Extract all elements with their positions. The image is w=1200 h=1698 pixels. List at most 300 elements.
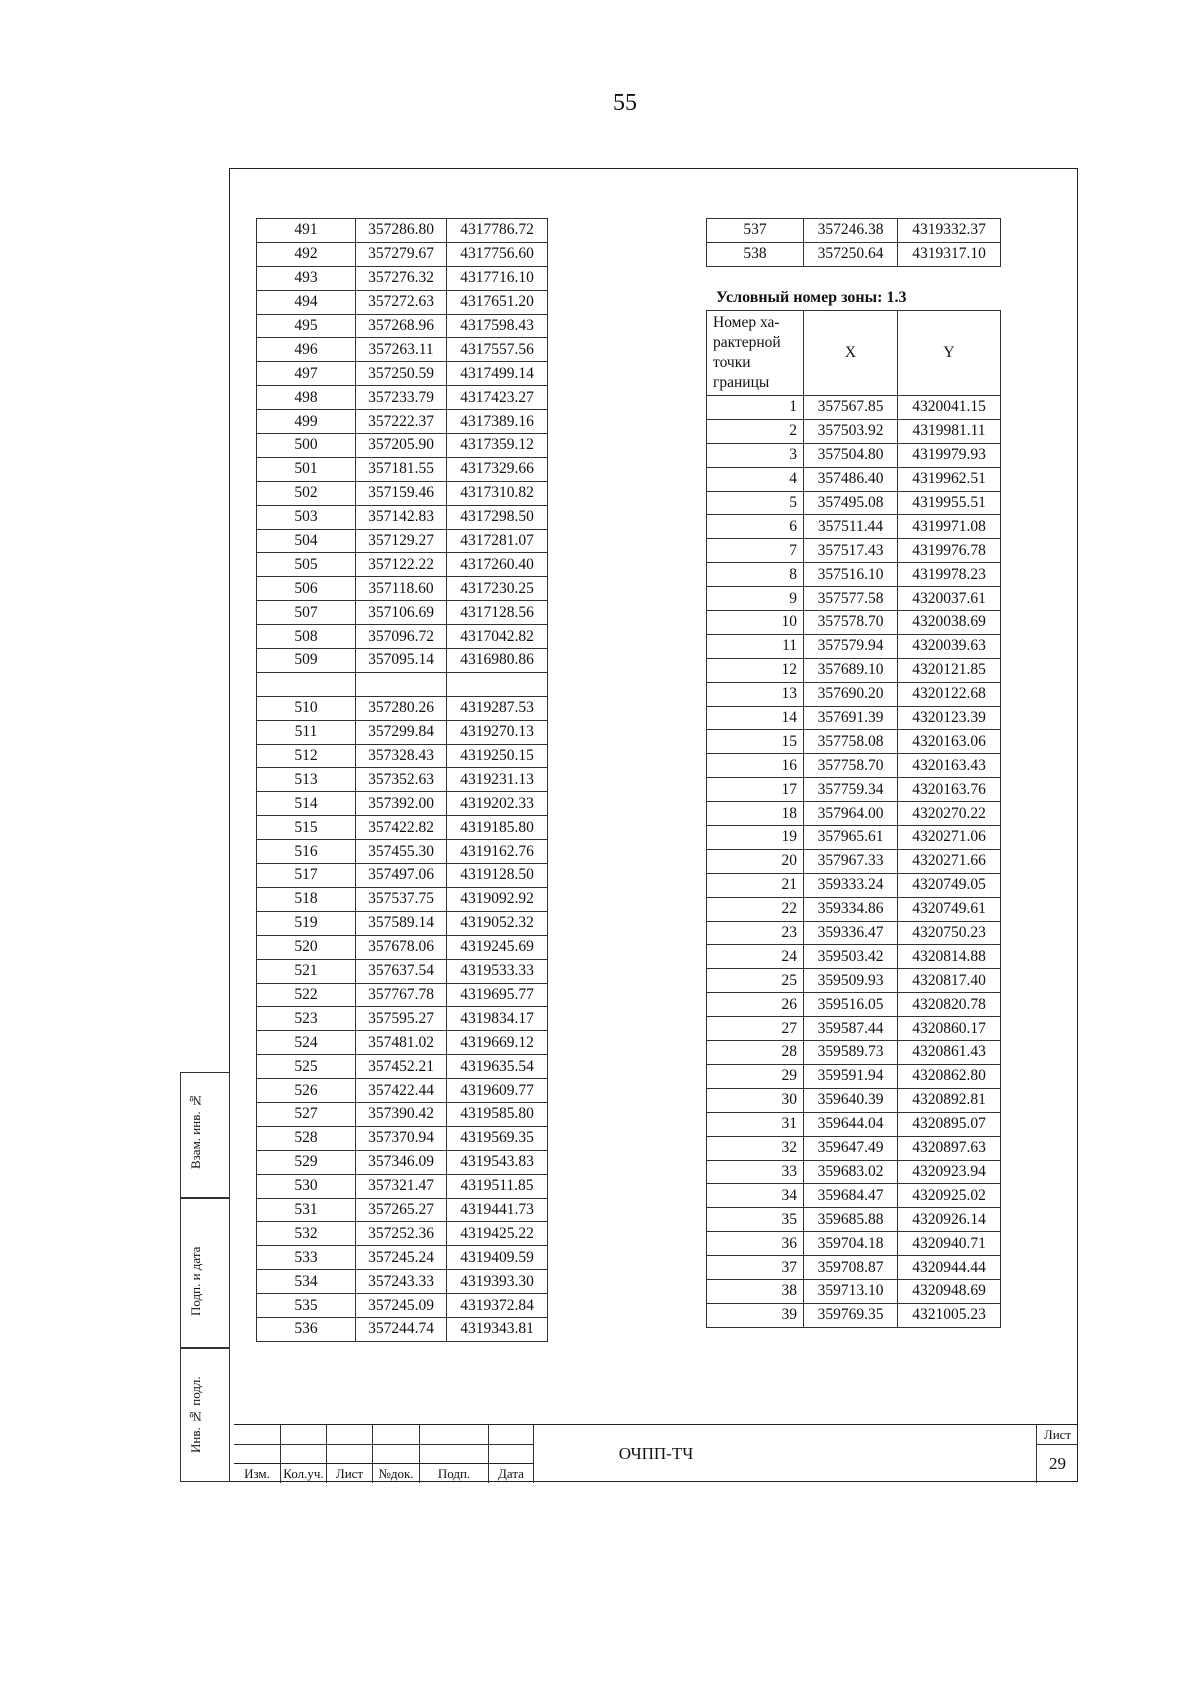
table-row [257, 1270, 548, 1294]
x-cell: 357637.54 [356, 959, 447, 983]
header-x: X [804, 311, 898, 396]
point-number-cell: 492 [257, 242, 356, 266]
x-cell: 357759.34 [804, 778, 898, 802]
x-cell: 359708.87 [804, 1256, 898, 1280]
table-row [707, 563, 1001, 587]
point-number-cell: 518 [257, 887, 356, 911]
table-row [707, 993, 1001, 1017]
document-code: ОЧПП-ТЧ [618, 1444, 694, 1463]
continuation-coordinates-table [706, 218, 1001, 267]
point-number-cell: 530 [257, 1174, 356, 1198]
x-cell: 357222.37 [356, 410, 447, 434]
y-cell: 4317128.56 [447, 601, 548, 625]
table-row [257, 1102, 548, 1126]
x-cell: 357233.79 [356, 386, 447, 410]
point-number-cell: 516 [257, 840, 356, 864]
x-cell: 357205.90 [356, 434, 447, 458]
y-cell: 4320944.44 [898, 1256, 1001, 1280]
point-number-cell: 514 [257, 792, 356, 816]
x-cell: 357537.75 [356, 887, 447, 911]
table-row [257, 768, 548, 792]
x-cell: 357181.55 [356, 457, 447, 481]
table-row [257, 601, 548, 625]
y-cell: 4319585.80 [447, 1102, 548, 1126]
point-number-cell: 498 [257, 386, 356, 410]
y-cell: 4319569.35 [447, 1126, 548, 1150]
point-number-cell: 18 [707, 802, 804, 826]
y-cell: 4319250.15 [447, 744, 548, 768]
y-cell: 4317298.50 [447, 505, 548, 529]
y-cell: 4319971.08 [898, 515, 1001, 539]
y-cell: 4319332.37 [898, 219, 1001, 243]
table-row [707, 921, 1001, 945]
y-cell: 4319128.50 [447, 864, 548, 888]
y-cell [447, 672, 548, 696]
x-cell: 357272.63 [356, 290, 447, 314]
x-cell: 359640.39 [804, 1088, 898, 1112]
point-number-cell: 27 [707, 1017, 804, 1041]
x-cell: 357122.22 [356, 553, 447, 577]
point-number-cell: 533 [257, 1246, 356, 1270]
tb-label-ndok: №док. [378, 1466, 414, 1481]
table-row [257, 649, 548, 673]
x-cell: 357096.72 [356, 625, 447, 649]
point-number-cell: 511 [257, 720, 356, 744]
y-cell: 4317423.27 [447, 386, 548, 410]
y-cell: 4320271.66 [898, 849, 1001, 873]
point-number-cell: 535 [257, 1294, 356, 1318]
x-cell: 357246.38 [804, 219, 898, 243]
x-cell: 357280.26 [356, 696, 447, 720]
point-number-cell: 521 [257, 959, 356, 983]
point-number-cell: 531 [257, 1198, 356, 1222]
tb-label-podp: Подп. [437, 1466, 471, 1481]
zone-table-header-row [707, 311, 1001, 396]
x-cell: 359684.47 [804, 1184, 898, 1208]
x-cell: 357321.47 [356, 1174, 447, 1198]
table-row [707, 539, 1001, 563]
y-cell: 4319092.92 [447, 887, 548, 911]
x-cell: 357286.80 [356, 219, 447, 243]
y-cell: 4317389.16 [447, 410, 548, 434]
table-row [707, 443, 1001, 467]
point-number-cell: 2 [707, 419, 804, 443]
table-row [257, 696, 548, 720]
point-number-cell: 31 [707, 1112, 804, 1136]
y-cell: 4319543.83 [447, 1150, 548, 1174]
table-row [257, 1317, 548, 1341]
x-cell: 357503.92 [804, 419, 898, 443]
table-row [707, 1303, 1001, 1327]
y-cell: 4319287.53 [447, 696, 548, 720]
x-cell: 357481.02 [356, 1031, 447, 1055]
y-cell: 4320897.63 [898, 1136, 1001, 1160]
y-cell: 4319978.23 [898, 563, 1001, 587]
point-number-cell: 12 [707, 658, 804, 682]
zone-coordinates-table [706, 310, 1001, 1328]
table-row [257, 529, 548, 553]
table-row [257, 1031, 548, 1055]
y-cell: 4317230.25 [447, 577, 548, 601]
x-cell: 357579.94 [804, 634, 898, 658]
x-cell: 357129.27 [356, 529, 447, 553]
table-row [707, 1208, 1001, 1232]
y-cell: 4320039.63 [898, 634, 1001, 658]
y-cell: 4319185.80 [447, 816, 548, 840]
page-number: 55 [613, 90, 637, 116]
point-number-cell: 7 [707, 539, 804, 563]
table-row [707, 778, 1001, 802]
table-row [707, 897, 1001, 921]
x-cell: 357758.70 [804, 754, 898, 778]
y-cell: 4320923.94 [898, 1160, 1001, 1184]
point-number-cell: 512 [257, 744, 356, 768]
sheet-box [1036, 1425, 1078, 1483]
table-row [257, 362, 548, 386]
y-cell: 4320895.07 [898, 1112, 1001, 1136]
point-number-cell: 23 [707, 921, 804, 945]
table-row [707, 1017, 1001, 1041]
point-number-cell: 20 [707, 849, 804, 873]
x-cell: 357691.39 [804, 706, 898, 730]
x-cell: 357245.24 [356, 1246, 447, 1270]
point-number-cell: 4 [707, 467, 804, 491]
x-cell: 357243.33 [356, 1270, 447, 1294]
table-row [257, 290, 548, 314]
x-cell: 357767.78 [356, 983, 447, 1007]
x-cell: 357095.14 [356, 649, 447, 673]
y-cell: 4320926.14 [898, 1208, 1001, 1232]
x-cell: 357299.84 [356, 720, 447, 744]
y-cell: 4317359.12 [447, 434, 548, 458]
table-row [707, 849, 1001, 873]
point-number-cell: 14 [707, 706, 804, 730]
side-cell-inv [180, 1348, 230, 1482]
table-row [257, 410, 548, 434]
point-number-cell: 537 [707, 219, 804, 243]
point-number-cell: 494 [257, 290, 356, 314]
x-cell: 357392.00 [356, 792, 447, 816]
table-row [707, 1160, 1001, 1184]
point-number-cell: 504 [257, 529, 356, 553]
point-number-cell: 6 [707, 515, 804, 539]
zone-title: Условный номер зоны: 1.3 [716, 289, 907, 306]
tb-col-ndok [373, 1425, 420, 1483]
point-number-cell: 37 [707, 1256, 804, 1280]
x-cell: 357452.21 [356, 1055, 447, 1079]
x-cell: 359644.04 [804, 1112, 898, 1136]
x-cell: 357279.67 [356, 242, 447, 266]
table-row [257, 1079, 548, 1103]
point-number-cell: 506 [257, 577, 356, 601]
x-cell: 357516.10 [804, 563, 898, 587]
point-number-cell: 32 [707, 1136, 804, 1160]
table-row [707, 491, 1001, 515]
y-cell: 4319162.76 [447, 840, 548, 864]
y-cell: 4319372.84 [447, 1294, 548, 1318]
x-cell: 357964.00 [804, 802, 898, 826]
x-cell: 357495.08 [804, 491, 898, 515]
y-cell: 4320122.68 [898, 682, 1001, 706]
x-cell: 357159.46 [356, 481, 447, 505]
table-row [707, 1279, 1001, 1303]
table-row [257, 1174, 548, 1198]
table-row [707, 754, 1001, 778]
point-number-cell: 515 [257, 816, 356, 840]
x-cell: 357567.85 [804, 396, 898, 420]
y-cell: 4317310.82 [447, 481, 548, 505]
y-cell: 4320037.61 [898, 587, 1001, 611]
point-number-cell: 520 [257, 935, 356, 959]
point-number-cell: 24 [707, 945, 804, 969]
y-cell: 4320041.15 [898, 396, 1001, 420]
x-cell: 357589.14 [356, 911, 447, 935]
point-number-cell: 28 [707, 1041, 804, 1065]
x-cell: 359685.88 [804, 1208, 898, 1232]
table-row [707, 873, 1001, 897]
point-number-cell: 505 [257, 553, 356, 577]
table-row [707, 802, 1001, 826]
table-row [707, 826, 1001, 850]
x-cell: 359333.24 [804, 873, 898, 897]
y-cell: 4320925.02 [898, 1184, 1001, 1208]
point-number-cell: 496 [257, 338, 356, 362]
x-cell: 357328.43 [356, 744, 447, 768]
y-cell: 4319635.54 [447, 1055, 548, 1079]
point-number-cell: 29 [707, 1064, 804, 1088]
table-row [257, 266, 548, 290]
point-number-cell: 22 [707, 897, 804, 921]
x-cell: 357511.44 [804, 515, 898, 539]
point-number-cell: 11 [707, 634, 804, 658]
table-row [257, 1126, 548, 1150]
x-cell: 357422.44 [356, 1079, 447, 1103]
y-cell: 4320749.05 [898, 873, 1001, 897]
point-number-cell: 502 [257, 481, 356, 505]
tb-col-list [327, 1425, 373, 1483]
y-cell: 4320270.22 [898, 802, 1001, 826]
y-cell: 4320750.23 [898, 921, 1001, 945]
point-number-cell: 522 [257, 983, 356, 1007]
y-cell: 4321005.23 [898, 1303, 1001, 1327]
table-row [257, 1246, 548, 1270]
y-cell: 4320038.69 [898, 611, 1001, 635]
y-cell: 4319393.30 [447, 1270, 548, 1294]
table-row [257, 744, 548, 768]
table-row [707, 969, 1001, 993]
x-cell: 357106.69 [356, 601, 447, 625]
x-cell: 357497.06 [356, 864, 447, 888]
table-row [257, 792, 548, 816]
point-number-cell: 527 [257, 1102, 356, 1126]
x-cell: 359589.73 [804, 1041, 898, 1065]
table-row [707, 730, 1001, 754]
point-number-cell: 508 [257, 625, 356, 649]
x-cell: 359704.18 [804, 1232, 898, 1256]
table-row [707, 242, 1001, 266]
point-number-cell: 35 [707, 1208, 804, 1232]
point-number-cell: 10 [707, 611, 804, 635]
x-cell: 359503.42 [804, 945, 898, 969]
y-cell: 4320892.81 [898, 1088, 1001, 1112]
table-row [257, 314, 548, 338]
header-y: Y [898, 311, 1001, 396]
point-number-cell: 39 [707, 1303, 804, 1327]
table-row [257, 816, 548, 840]
table-row [257, 338, 548, 362]
table-row [257, 505, 548, 529]
x-cell: 357595.27 [356, 1007, 447, 1031]
x-cell: 357486.40 [804, 467, 898, 491]
y-cell: 4320163.06 [898, 730, 1001, 754]
point-number-cell: 33 [707, 1160, 804, 1184]
x-cell: 357352.63 [356, 768, 447, 792]
table-row [257, 1222, 548, 1246]
x-cell: 359587.44 [804, 1017, 898, 1041]
table-row [707, 396, 1001, 420]
point-number-cell: 16 [707, 754, 804, 778]
x-cell: 357678.06 [356, 935, 447, 959]
x-cell: 359516.05 [804, 993, 898, 1017]
y-cell: 4320861.43 [898, 1041, 1001, 1065]
y-cell: 4319511.85 [447, 1174, 548, 1198]
side-cell-vzam [180, 1072, 230, 1198]
y-cell: 4319409.59 [447, 1246, 548, 1270]
table-row [707, 467, 1001, 491]
y-cell: 4317329.66 [447, 457, 548, 481]
point-number-cell: 507 [257, 601, 356, 625]
x-cell: 357118.60 [356, 577, 447, 601]
point-number-cell: 13 [707, 682, 804, 706]
y-cell: 4320271.06 [898, 826, 1001, 850]
y-cell: 4317499.14 [447, 362, 548, 386]
table-row [707, 419, 1001, 443]
table-row [257, 434, 548, 458]
title-block [234, 1424, 1078, 1482]
y-cell: 4320163.76 [898, 778, 1001, 802]
point-number-cell: 497 [257, 362, 356, 386]
x-cell: 357250.64 [804, 242, 898, 266]
x-cell: 357346.09 [356, 1150, 447, 1174]
x-cell: 357268.96 [356, 314, 447, 338]
table-row [707, 634, 1001, 658]
x-cell: 357578.70 [804, 611, 898, 635]
table-row [707, 219, 1001, 243]
table-row [257, 577, 548, 601]
y-cell: 4320948.69 [898, 1279, 1001, 1303]
point-number-cell: 493 [257, 266, 356, 290]
table-row [257, 219, 548, 243]
y-cell: 4320940.71 [898, 1232, 1001, 1256]
y-cell: 4319981.11 [898, 419, 1001, 443]
tb-col-data [489, 1425, 534, 1483]
point-number-cell: 34 [707, 1184, 804, 1208]
y-cell: 4317042.82 [447, 625, 548, 649]
table-row [257, 1198, 548, 1222]
point-number-cell: 19 [707, 826, 804, 850]
y-cell: 4319317.10 [898, 242, 1001, 266]
point-number-cell: 510 [257, 696, 356, 720]
point-number-cell: 491 [257, 219, 356, 243]
table-row [707, 587, 1001, 611]
y-cell: 4319955.51 [898, 491, 1001, 515]
y-cell: 4317598.43 [447, 314, 548, 338]
table-row [707, 658, 1001, 682]
point-number-cell: 5 [707, 491, 804, 515]
point-number-cell: 9 [707, 587, 804, 611]
sheet-number: 29 [1049, 1454, 1066, 1473]
table-row [707, 1041, 1001, 1065]
x-cell [356, 672, 447, 696]
y-cell: 4319834.17 [447, 1007, 548, 1031]
table-row [257, 887, 548, 911]
sheet-label: Лист [1037, 1425, 1078, 1445]
x-cell: 357455.30 [356, 840, 447, 864]
table-row [707, 1088, 1001, 1112]
x-cell: 359336.47 [804, 921, 898, 945]
x-cell: 357689.10 [804, 658, 898, 682]
point-number-cell [257, 672, 356, 696]
x-cell: 359509.93 [804, 969, 898, 993]
table-row [257, 1055, 548, 1079]
x-cell: 357965.61 [804, 826, 898, 850]
table-row [707, 611, 1001, 635]
side-label-inv-podl: Инв. № подл. [188, 1376, 203, 1454]
point-number-cell: 30 [707, 1088, 804, 1112]
table-row [257, 481, 548, 505]
x-cell: 357758.08 [804, 730, 898, 754]
table-row [707, 1232, 1001, 1256]
point-number-cell: 519 [257, 911, 356, 935]
point-number-cell: 503 [257, 505, 356, 529]
header-point-number: Номер ха-рактерной точки границы [707, 311, 804, 396]
tb-col-podp [420, 1425, 489, 1483]
x-cell: 357390.42 [356, 1102, 447, 1126]
x-cell: 359769.35 [804, 1303, 898, 1327]
x-cell: 359683.02 [804, 1160, 898, 1184]
table-row [707, 1112, 1001, 1136]
tb-col-izm [234, 1425, 281, 1483]
y-cell: 4320749.61 [898, 897, 1001, 921]
y-cell: 4319245.69 [447, 935, 548, 959]
tb-label-data: Дата [498, 1466, 524, 1481]
point-number-cell: 517 [257, 864, 356, 888]
y-cell: 4320862.80 [898, 1064, 1001, 1088]
x-cell: 357250.59 [356, 362, 447, 386]
y-cell: 4319441.73 [447, 1198, 548, 1222]
x-cell: 357504.80 [804, 443, 898, 467]
y-cell: 4320817.40 [898, 969, 1001, 993]
x-cell: 357276.32 [356, 266, 447, 290]
point-number-cell: 25 [707, 969, 804, 993]
y-cell: 4317260.40 [447, 553, 548, 577]
point-number-cell: 526 [257, 1079, 356, 1103]
x-cell: 357517.43 [804, 539, 898, 563]
y-cell: 4319052.32 [447, 911, 548, 935]
table-row [707, 1136, 1001, 1160]
x-cell: 357422.82 [356, 816, 447, 840]
y-cell: 4319425.22 [447, 1222, 548, 1246]
point-number-cell: 3 [707, 443, 804, 467]
table-row [707, 1064, 1001, 1088]
point-number-cell: 15 [707, 730, 804, 754]
point-number-cell: 529 [257, 1150, 356, 1174]
table-row [257, 386, 548, 410]
table-row [257, 1294, 548, 1318]
y-cell: 4320820.78 [898, 993, 1001, 1017]
y-cell: 4320860.17 [898, 1017, 1001, 1041]
table-row [707, 1256, 1001, 1280]
